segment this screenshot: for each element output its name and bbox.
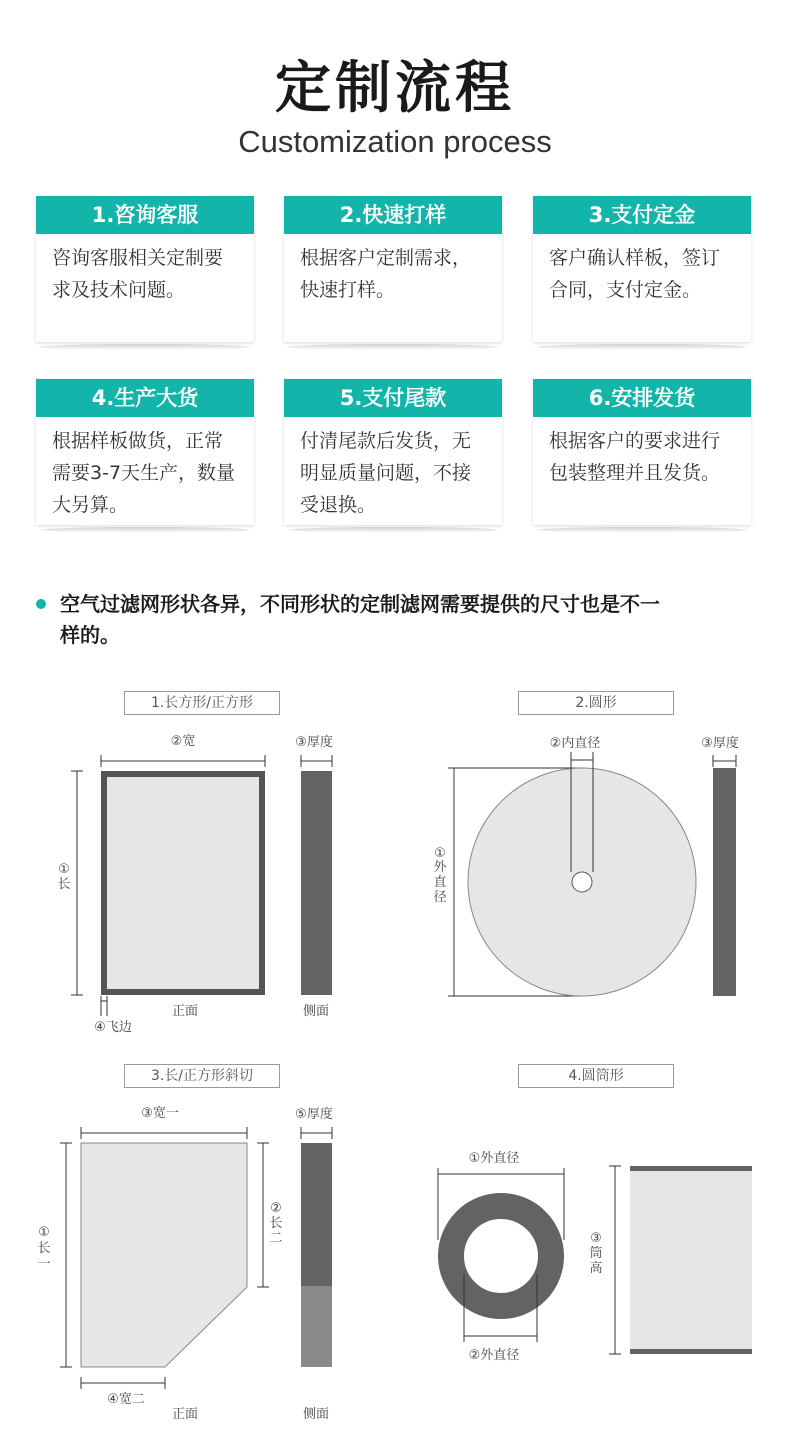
- step-line: 付清尾款后发货，无: [300, 430, 472, 452]
- rect-front-label: 正面: [171, 1004, 199, 1019]
- rect-edge-label: ④飞边: [94, 1020, 132, 1035]
- note-line: 空气过滤网形状各异，不同形状的定制滤网需要提供的尺寸也是不一: [60, 592, 660, 616]
- cylinder-height-label-2: 筒: [589, 1246, 603, 1261]
- step-line: 咨询客服相关定制要: [52, 247, 224, 269]
- step-line: 受退换。: [300, 494, 377, 516]
- filter-front: [81, 1143, 247, 1367]
- bevel-length2-label-3: 二: [269, 1231, 283, 1246]
- bevel-width1-label: ③宽一: [141, 1106, 179, 1121]
- cylinder-top-edge: [630, 1166, 752, 1171]
- cylinder-height-label-1: ③: [590, 1231, 602, 1246]
- bevel-length2-label-2: 长: [269, 1216, 283, 1231]
- step-title: 5.支付尾款: [284, 379, 502, 417]
- cylinder-ring: [451, 1206, 551, 1306]
- filter-hole: [572, 872, 592, 892]
- bevel-thickness-label: ⑤厚度: [295, 1107, 333, 1122]
- rect-thickness-label: ③厚度: [295, 735, 333, 750]
- rect-width-label: ②宽: [170, 734, 196, 749]
- step-line: 合同，支付定金。: [549, 279, 702, 301]
- diagram-label-cylinder: 4.圆筒形: [518, 1064, 674, 1088]
- circle-outer-label-3: 直: [433, 875, 447, 890]
- rect-length-label-num: ①: [58, 862, 70, 877]
- circle-thickness-label: ③厚度: [701, 736, 739, 751]
- diagram-label-circle: 2.圆形: [518, 691, 674, 715]
- circle-outer-label-2: 外: [433, 860, 447, 875]
- step-line: 明显质量问题，不接: [300, 462, 472, 484]
- cylinder-body: [630, 1166, 752, 1354]
- step-line: 根据客户的要求进行: [549, 430, 721, 452]
- diagram-label-rect: 1.长方形/正方形: [124, 691, 280, 715]
- filter-side: [713, 768, 736, 996]
- step-line: 根据客户定制需求，: [300, 247, 472, 269]
- filter-side-light: [301, 1286, 332, 1367]
- step-title: 6.安排发货: [533, 379, 751, 417]
- circle-diagram: [448, 752, 736, 996]
- step-title: 4.生产大货: [36, 379, 254, 417]
- cylinder-outer-top-label: ①外直径: [468, 1151, 520, 1166]
- step-line: 快速打样。: [300, 279, 396, 301]
- circle-outer-label-1: ①: [434, 846, 446, 861]
- step-title: 1.咨询客服: [36, 196, 254, 234]
- bevel-side-label: 侧面: [302, 1407, 330, 1422]
- filter-side-dark: [301, 1143, 332, 1286]
- cylinder-height-label-3: 高: [589, 1261, 603, 1276]
- bevel-length1-label-2: 长: [37, 1241, 51, 1256]
- step-line: 大另算。: [52, 494, 129, 516]
- step-line: 需要3-7天生产，数量: [52, 462, 236, 484]
- filter-side: [301, 771, 332, 995]
- filter-front: [107, 777, 259, 989]
- bevel-diagram: [60, 1127, 332, 1389]
- rect-side-label: 侧面: [302, 1004, 330, 1019]
- circle-inner-label: ②内直径: [549, 736, 601, 751]
- cylinder-bottom-edge: [630, 1349, 752, 1354]
- bevel-front-label: 正面: [171, 1407, 199, 1422]
- page-subtitle: Customization process: [238, 124, 552, 159]
- cylinder-outer-bottom-label: ②外直径: [468, 1348, 520, 1363]
- step-line: 客户确认样板，签订: [549, 247, 721, 269]
- bevel-length2-label-1: ②: [270, 1201, 282, 1216]
- rect-length-label: 长: [57, 877, 71, 892]
- note-line: 样的。: [60, 623, 120, 647]
- bevel-length1-label-3: 一: [37, 1257, 51, 1272]
- circle-outer-label-4: 径: [433, 890, 447, 905]
- step-line: 求及技术问题。: [52, 279, 186, 301]
- bevel-width2-label: ④宽二: [107, 1392, 145, 1407]
- diagram-label-bevel: 3.长/正方形斜切: [124, 1064, 280, 1088]
- step-title: 2.快速打样: [284, 196, 502, 234]
- bevel-length1-label-1: ①: [38, 1225, 50, 1240]
- rect-diagram: [71, 755, 332, 1016]
- step-line: 包装整理并且发货。: [549, 462, 721, 484]
- step-title: 3.支付定金: [533, 196, 751, 234]
- step-line: 根据样板做货，正常: [52, 430, 224, 452]
- page-title: 定制流程: [275, 56, 515, 121]
